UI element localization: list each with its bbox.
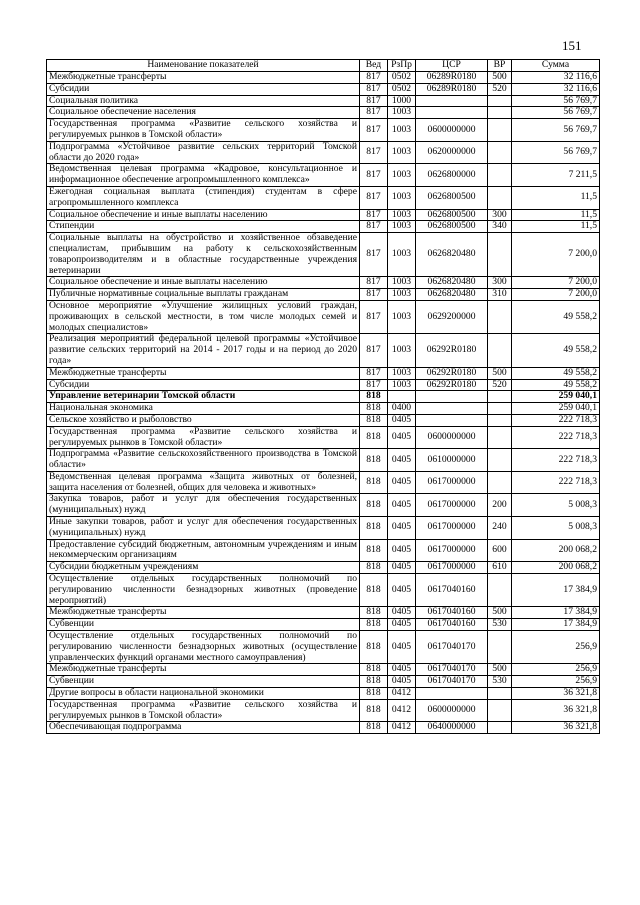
cell-sum: 222 718,3 xyxy=(512,414,600,426)
cell-csr: 0626820480 xyxy=(416,277,488,289)
page-number: 151 xyxy=(562,38,582,53)
cell-sum: 5 008,3 xyxy=(512,517,600,540)
cell-vr: 500 xyxy=(488,367,512,379)
cell-ved: 818 xyxy=(360,391,388,403)
cell-csr: 0617000000 xyxy=(416,539,488,562)
cell-name: Реализация мероприятий федеральной целевой программы «Устойчивое развитие сельских территорий на 2014 - 2017 годы и на период до 2020 года» xyxy=(47,334,360,367)
cell-csr: 0617000000 xyxy=(416,494,488,517)
cell-vr: 500 xyxy=(488,607,512,619)
cell-vr xyxy=(488,119,512,142)
cell-sum: 5 008,3 xyxy=(512,494,600,517)
cell-name: Управление ветеринарии Томской области xyxy=(47,391,360,403)
cell-sum: 36 321,8 xyxy=(512,722,600,734)
cell-ved: 817 xyxy=(360,209,388,221)
cell-csr: 0600000000 xyxy=(416,119,488,142)
cell-ved: 817 xyxy=(360,221,388,233)
cell-ved: 818 xyxy=(360,539,388,562)
table-header-row xyxy=(47,60,600,72)
cell-ved: 817 xyxy=(360,289,388,301)
cell-rzpr: 0412 xyxy=(388,699,416,722)
cell-name: Субсидии бюджетным учреждениям xyxy=(47,562,360,574)
cell-sum: 200 068,2 xyxy=(512,539,600,562)
cell-vr: 500 xyxy=(488,664,512,676)
cell-sum: 7 200,0 xyxy=(512,277,600,289)
cell-csr: 0617000000 xyxy=(416,471,488,494)
cell-csr: 0626800500 xyxy=(416,221,488,233)
cell-csr: 0617040160 xyxy=(416,619,488,631)
cell-name: Сельское хозяйство и рыболовство xyxy=(47,414,360,426)
header-name: Наименование показателей xyxy=(47,60,360,72)
cell-csr: 0626820480 xyxy=(416,289,488,301)
cell-sum: 17 384,9 xyxy=(512,607,600,619)
cell-name: Межбюджетные трансферты xyxy=(47,664,360,676)
table-row xyxy=(47,494,600,517)
cell-csr: 0617040160 xyxy=(416,607,488,619)
cell-sum: 49 558,2 xyxy=(512,334,600,367)
cell-vr xyxy=(488,300,512,333)
table-row xyxy=(47,164,600,187)
cell-csr xyxy=(416,403,488,415)
cell-rzpr: 0405 xyxy=(388,562,416,574)
cell-vr xyxy=(488,95,512,107)
table-row xyxy=(47,334,600,367)
cell-name: Государственная программа «Развитие сельского хозяйства и регулируемых рынков в Томской области» xyxy=(47,426,360,449)
table-row xyxy=(47,539,600,562)
cell-rzpr: 1003 xyxy=(388,119,416,142)
cell-sum: 11,5 xyxy=(512,209,600,221)
cell-csr xyxy=(416,107,488,119)
table-row xyxy=(47,676,600,688)
header-sum: Сумма xyxy=(512,60,600,72)
cell-vr xyxy=(488,722,512,734)
table-row xyxy=(47,277,600,289)
cell-name: Субвенции xyxy=(47,619,360,631)
cell-name: Субсидии xyxy=(47,83,360,95)
cell-csr xyxy=(416,414,488,426)
cell-name: Ежегодная социальная выплата (стипендия) студентам в сфере агропромышленного комплекса xyxy=(47,186,360,209)
table-row xyxy=(47,449,600,472)
cell-csr: 0617040170 xyxy=(416,676,488,688)
cell-csr: 06292R0180 xyxy=(416,367,488,379)
cell-rzpr: 0412 xyxy=(388,688,416,700)
table-row xyxy=(47,379,600,391)
cell-vr xyxy=(488,141,512,164)
header-ved: Вед xyxy=(360,60,388,72)
table-row xyxy=(47,107,600,119)
cell-name: Подпрограмма «Устойчивое развитие сельских территорий Томской области до 2020 года» xyxy=(47,141,360,164)
cell-vr: 600 xyxy=(488,539,512,562)
cell-ved: 817 xyxy=(360,186,388,209)
cell-vr: 530 xyxy=(488,676,512,688)
cell-ved: 818 xyxy=(360,676,388,688)
budget-table xyxy=(46,59,600,734)
table-row xyxy=(47,699,600,722)
cell-csr: 0617040170 xyxy=(416,631,488,664)
cell-sum: 49 558,2 xyxy=(512,300,600,333)
cell-name: Социальные выплаты на обустройство и хозяйственное обзаведение специалистам, прибывшим на работу к сельскохозяйственным товаропроизводителям и в областные государственные учреждения ветеринарии xyxy=(47,233,360,277)
cell-csr: 0617040160 xyxy=(416,574,488,607)
cell-csr: 0617000000 xyxy=(416,517,488,540)
table-row xyxy=(47,517,600,540)
cell-vr xyxy=(488,699,512,722)
table-row xyxy=(47,391,600,403)
cell-vr xyxy=(488,449,512,472)
cell-ved: 817 xyxy=(360,379,388,391)
cell-ved: 817 xyxy=(360,277,388,289)
cell-vr xyxy=(488,391,512,403)
cell-rzpr: 1003 xyxy=(388,379,416,391)
table-row xyxy=(47,300,600,333)
cell-csr xyxy=(416,391,488,403)
cell-ved: 818 xyxy=(360,471,388,494)
cell-sum: 56 769,7 xyxy=(512,95,600,107)
cell-rzpr: 0405 xyxy=(388,607,416,619)
cell-sum: 7 211,5 xyxy=(512,164,600,187)
cell-vr xyxy=(488,334,512,367)
table-row xyxy=(47,722,600,734)
cell-ved: 817 xyxy=(360,164,388,187)
cell-rzpr: 1003 xyxy=(388,334,416,367)
cell-vr xyxy=(488,688,512,700)
cell-vr: 500 xyxy=(488,72,512,84)
table-row xyxy=(47,186,600,209)
cell-ved: 818 xyxy=(360,607,388,619)
cell-name: Государственная программа «Развитие сельского хозяйства и регулируемых рынков в Томской области» xyxy=(47,119,360,142)
cell-rzpr: 0405 xyxy=(388,664,416,676)
cell-name: Ведомственная целевая программа «Кадровое, консультационное и информационное обеспечение агропромышленного комплекса» xyxy=(47,164,360,187)
cell-rzpr: 0412 xyxy=(388,722,416,734)
cell-name: Социальная политика xyxy=(47,95,360,107)
cell-vr xyxy=(488,426,512,449)
cell-rzpr: 0405 xyxy=(388,471,416,494)
cell-rzpr: 0405 xyxy=(388,676,416,688)
cell-csr: 0626800500 xyxy=(416,186,488,209)
cell-ved: 817 xyxy=(360,367,388,379)
cell-csr: 06292R0180 xyxy=(416,379,488,391)
cell-rzpr xyxy=(388,391,416,403)
cell-ved: 817 xyxy=(360,72,388,84)
cell-ved: 817 xyxy=(360,334,388,367)
cell-ved: 818 xyxy=(360,688,388,700)
table-row xyxy=(47,83,600,95)
cell-ved: 817 xyxy=(360,83,388,95)
cell-name: Предоставление субсидий бюджетным, автономным учреждениям и иным некоммерческим организациям xyxy=(47,539,360,562)
cell-ved: 817 xyxy=(360,233,388,277)
table-row xyxy=(47,426,600,449)
cell-vr: 520 xyxy=(488,379,512,391)
cell-ved: 818 xyxy=(360,619,388,631)
table-row xyxy=(47,414,600,426)
cell-sum: 256,9 xyxy=(512,676,600,688)
cell-sum: 222 718,3 xyxy=(512,426,600,449)
cell-name: Социальное обеспечение населения xyxy=(47,107,360,119)
cell-vr: 310 xyxy=(488,289,512,301)
cell-csr: 0640000000 xyxy=(416,722,488,734)
cell-csr: 0629200000 xyxy=(416,300,488,333)
cell-sum: 36 321,8 xyxy=(512,688,600,700)
cell-sum: 17 384,9 xyxy=(512,574,600,607)
cell-ved: 818 xyxy=(360,574,388,607)
cell-rzpr: 1003 xyxy=(388,367,416,379)
cell-vr xyxy=(488,164,512,187)
cell-rzpr: 1003 xyxy=(388,277,416,289)
cell-ved: 818 xyxy=(360,699,388,722)
cell-name: Межбюджетные трансферты xyxy=(47,367,360,379)
cell-name: Осуществление отдельных государственных полномочий по регулированию численности безнадзорных животных (проведение мероприятий) xyxy=(47,574,360,607)
cell-name: Стипендии xyxy=(47,221,360,233)
cell-rzpr: 0405 xyxy=(388,619,416,631)
cell-csr: 06289R0180 xyxy=(416,83,488,95)
cell-name: Субсидии xyxy=(47,379,360,391)
cell-csr: 0617000000 xyxy=(416,562,488,574)
cell-rzpr: 1003 xyxy=(388,300,416,333)
cell-ved: 818 xyxy=(360,631,388,664)
cell-rzpr: 0405 xyxy=(388,494,416,517)
cell-rzpr: 0405 xyxy=(388,426,416,449)
cell-name: Другие вопросы в области национальной экономики xyxy=(47,688,360,700)
cell-sum: 7 200,0 xyxy=(512,233,600,277)
header-rzpr: РзПр xyxy=(388,60,416,72)
cell-vr: 530 xyxy=(488,619,512,631)
cell-sum: 49 558,2 xyxy=(512,367,600,379)
table-row xyxy=(47,403,600,415)
cell-csr: 0626820480 xyxy=(416,233,488,277)
cell-sum: 32 116,6 xyxy=(512,83,600,95)
cell-ved: 817 xyxy=(360,141,388,164)
table-row xyxy=(47,688,600,700)
cell-ved: 818 xyxy=(360,722,388,734)
cell-sum: 17 384,9 xyxy=(512,619,600,631)
cell-vr xyxy=(488,186,512,209)
cell-ved: 817 xyxy=(360,119,388,142)
cell-vr xyxy=(488,574,512,607)
table-row xyxy=(47,619,600,631)
cell-sum: 56 769,7 xyxy=(512,141,600,164)
cell-rzpr: 1003 xyxy=(388,186,416,209)
cell-ved: 818 xyxy=(360,414,388,426)
cell-rzpr: 0405 xyxy=(388,539,416,562)
cell-name: Социальное обеспечение и иные выплаты населению xyxy=(47,209,360,221)
cell-ved: 818 xyxy=(360,426,388,449)
cell-vr: 610 xyxy=(488,562,512,574)
cell-ved: 818 xyxy=(360,517,388,540)
cell-ved: 818 xyxy=(360,562,388,574)
cell-name: Обеспечивающая подпрограмма xyxy=(47,722,360,734)
cell-vr xyxy=(488,414,512,426)
table-row xyxy=(47,233,600,277)
table-row xyxy=(47,95,600,107)
cell-name: Подпрограмма «Развитие сельскохозяйственного производства в Томской области» xyxy=(47,449,360,472)
cell-sum: 222 718,3 xyxy=(512,449,600,472)
cell-rzpr: 1000 xyxy=(388,95,416,107)
cell-csr: 0620000000 xyxy=(416,141,488,164)
cell-name: Социальное обеспечение и иные выплаты населению xyxy=(47,277,360,289)
cell-sum: 222 718,3 xyxy=(512,471,600,494)
table-row xyxy=(47,664,600,676)
table-row xyxy=(47,209,600,221)
cell-sum: 36 321,8 xyxy=(512,699,600,722)
cell-rzpr: 0405 xyxy=(388,449,416,472)
cell-rzpr: 0405 xyxy=(388,574,416,607)
cell-ved: 818 xyxy=(360,449,388,472)
cell-vr: 340 xyxy=(488,221,512,233)
cell-csr: 0626800500 xyxy=(416,209,488,221)
cell-sum: 259 040,1 xyxy=(512,403,600,415)
cell-name: Государственная программа «Развитие сельского хозяйства и регулируемых рынков в Томской области» xyxy=(47,699,360,722)
cell-rzpr: 1003 xyxy=(388,289,416,301)
cell-ved: 817 xyxy=(360,300,388,333)
table-row xyxy=(47,631,600,664)
cell-rzpr: 1003 xyxy=(388,107,416,119)
cell-name: Основное мероприятие «Улучшение жилищных условий граждан, проживающих в сельской местности, в том числе молодых семей и молодых специалистов» xyxy=(47,300,360,333)
cell-csr: 0617040170 xyxy=(416,664,488,676)
cell-csr: 06289R0180 xyxy=(416,72,488,84)
table-row xyxy=(47,471,600,494)
cell-vr xyxy=(488,233,512,277)
cell-vr: 520 xyxy=(488,83,512,95)
cell-csr: 0626800000 xyxy=(416,164,488,187)
table-row xyxy=(47,574,600,607)
cell-csr: 06292R0180 xyxy=(416,334,488,367)
table-row xyxy=(47,562,600,574)
cell-vr: 300 xyxy=(488,277,512,289)
table-row xyxy=(47,141,600,164)
cell-ved: 818 xyxy=(360,494,388,517)
table-row xyxy=(47,367,600,379)
cell-vr xyxy=(488,403,512,415)
cell-csr: 0610000000 xyxy=(416,449,488,472)
cell-csr: 0600000000 xyxy=(416,699,488,722)
cell-vr xyxy=(488,631,512,664)
cell-name: Межбюджетные трансферты xyxy=(47,607,360,619)
table-row xyxy=(47,289,600,301)
cell-ved: 817 xyxy=(360,107,388,119)
cell-sum: 256,9 xyxy=(512,664,600,676)
cell-name: Субвенции xyxy=(47,676,360,688)
table-row xyxy=(47,607,600,619)
cell-rzpr: 1003 xyxy=(388,164,416,187)
cell-ved: 818 xyxy=(360,664,388,676)
cell-sum: 7 200,0 xyxy=(512,289,600,301)
cell-ved: 818 xyxy=(360,403,388,415)
cell-sum: 256,9 xyxy=(512,631,600,664)
cell-vr xyxy=(488,471,512,494)
cell-rzpr: 0400 xyxy=(388,403,416,415)
cell-rzpr: 0405 xyxy=(388,631,416,664)
table-row xyxy=(47,119,600,142)
cell-sum: 56 769,7 xyxy=(512,119,600,142)
header-csr: ЦСР xyxy=(416,60,488,72)
cell-name: Межбюджетные трансферты xyxy=(47,72,360,84)
cell-rzpr: 0502 xyxy=(388,83,416,95)
cell-rzpr: 0405 xyxy=(388,414,416,426)
cell-rzpr: 1003 xyxy=(388,141,416,164)
cell-ved: 817 xyxy=(360,95,388,107)
cell-sum: 32 116,6 xyxy=(512,72,600,84)
cell-rzpr: 1003 xyxy=(388,233,416,277)
cell-vr: 300 xyxy=(488,209,512,221)
cell-name: Ведомственная целевая программа «Защита животных от болезней, защита населения от болезней, общих для человека и животных» xyxy=(47,471,360,494)
cell-name: Публичные нормативные социальные выплаты гражданам xyxy=(47,289,360,301)
cell-rzpr: 1003 xyxy=(388,221,416,233)
cell-sum: 49 558,2 xyxy=(512,379,600,391)
table-row xyxy=(47,221,600,233)
cell-rzpr: 0405 xyxy=(388,517,416,540)
cell-name: Осуществление отдельных государственных полномочий по регулированию численности безнадзорных животных (осуществление управленческих функций органами местного самоуправления) xyxy=(47,631,360,664)
cell-name: Закупка товаров, работ и услуг для обеспечения государственных (муниципальных) нужд xyxy=(47,494,360,517)
cell-sum: 11,5 xyxy=(512,186,600,209)
cell-sum: 11,5 xyxy=(512,221,600,233)
cell-vr: 200 xyxy=(488,494,512,517)
cell-rzpr: 0502 xyxy=(388,72,416,84)
cell-sum: 200 068,2 xyxy=(512,562,600,574)
cell-csr xyxy=(416,688,488,700)
cell-name: Иные закупки товаров, работ и услуг для обеспечения государственных (муниципальных) нужд xyxy=(47,517,360,540)
header-vr: ВР xyxy=(488,60,512,72)
cell-sum: 56 769,7 xyxy=(512,107,600,119)
table-body xyxy=(47,72,600,734)
table-row xyxy=(47,72,600,84)
cell-rzpr: 1003 xyxy=(388,209,416,221)
cell-vr xyxy=(488,107,512,119)
cell-csr xyxy=(416,95,488,107)
cell-name: Национальная экономика xyxy=(47,403,360,415)
cell-sum: 259 040,1 xyxy=(512,391,600,403)
cell-csr: 0600000000 xyxy=(416,426,488,449)
cell-vr: 240 xyxy=(488,517,512,540)
